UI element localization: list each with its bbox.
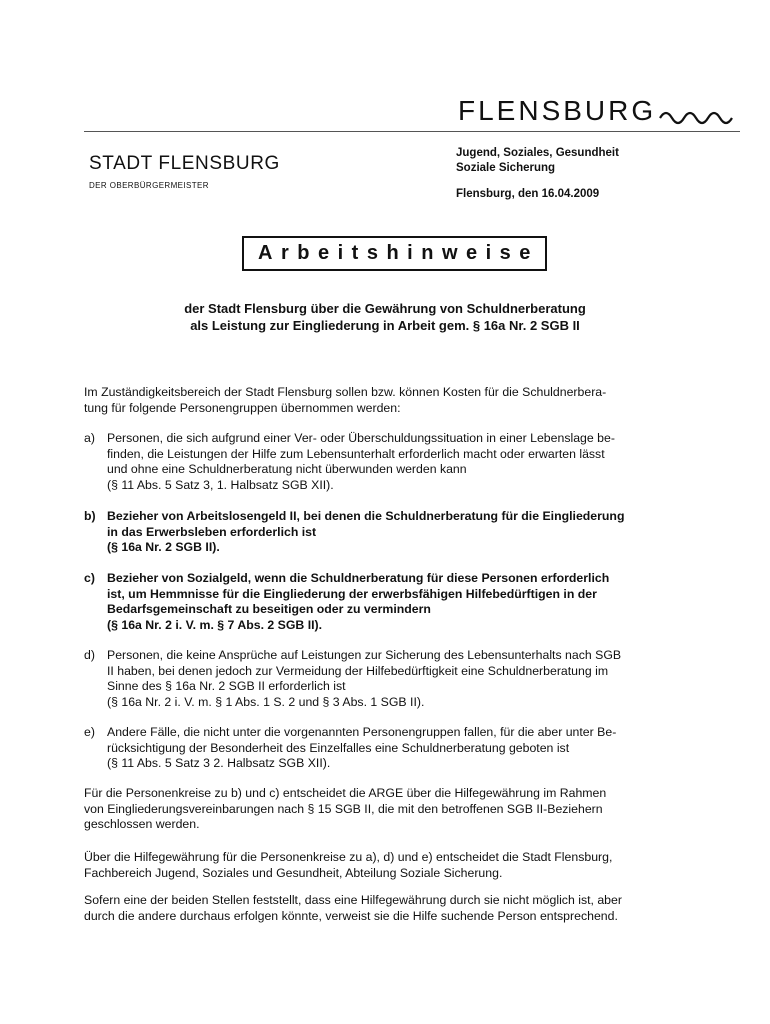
document-date: Flensburg, den 16.04.2009: [456, 188, 600, 200]
paragraph-line: Fachbereich Jugend, Soziales und Gesundheit, Abteilung Soziale Sicherung.: [84, 865, 503, 880]
list-item-line: finden, die Leistungen der Hilfe zum Lebensunterhalt erforderlich macht oder erwarten lässt: [107, 446, 605, 461]
subtitle-line-1: der Stadt Flensburg über die Gewährung von Schuldnerberatung: [184, 301, 586, 316]
list-item-line: Bezieher von Arbeitslosengeld II, bei denen die Schuldnerberatung für die Eingliederung: [107, 509, 625, 523]
list-item-e: [84, 725, 714, 772]
document-title: Arbeitshinweise: [258, 242, 539, 264]
list-item-line: (§ 11 Abs. 5 Satz 3 2. Halbsatz SGB XII).: [107, 756, 331, 770]
list-item-line: (§ 11 Abs. 5 Satz 3, 1. Halbsatz SGB XII).: [107, 477, 334, 492]
list-item-a: [84, 431, 714, 493]
list-item-line: in das Erwerbsleben erforderlich ist: [107, 524, 317, 539]
subtitle-line-2: als Leistung zur Eingliederung in Arbeit gem. § 16a Nr. 2 SGB II: [190, 318, 580, 333]
list-item-c: [84, 571, 714, 633]
list-item-line: (§ 16a Nr. 2 i. V. m. § 1 Abs. 1 S. 2 und § 3 Abs. 1 SGB II).: [107, 694, 425, 709]
list-item-label: e): [84, 725, 95, 739]
list-item-line: (§ 16a Nr. 2 i. V. m. § 7 Abs. 2 SGB II).: [107, 617, 323, 632]
list-item-line: Personen, die keine Ansprüche auf Leistungen zur Sicherung des Lebensunterhalts nach SGB: [107, 648, 622, 662]
list-item-label: b): [84, 509, 96, 523]
list-item-line: Personen, die sich aufgrund einer Ver- oder Überschuldungssituation in einer Lebenslage be-: [107, 431, 615, 445]
list-item-line: ist, um Hemmnisse für die Eingliederung der erwerbsfähigen Hilfebedürftigen in der: [107, 586, 597, 601]
list-item-line: (§ 16a Nr. 2 SGB II).: [107, 540, 220, 554]
list-item-label: c): [84, 571, 95, 585]
list-item-line: Bedarfsgemeinschaft zu beseitigen oder zu vermindern: [107, 602, 431, 616]
list-item-line: Bezieher von Sozialgeld, wenn die Schuldnerberatung für diese Personen erforderlich: [107, 571, 610, 585]
list-item-line: Andere Fälle, die nicht unter die vorgenannten Personengruppen fallen, für die aber unter Be-: [107, 725, 617, 739]
paragraph-city: [84, 850, 714, 881]
paragraph-line: Über die Hilfegewährung für die Personenkreise zu a), d) und e) entscheidet die Stadt Flensburg,: [84, 850, 613, 864]
paragraph-arge: [84, 786, 714, 833]
paragraph-line: von Eingliederungsvereinbarungen nach § 15 SGB II, die mit den betroffenen SGB II-Beziehern: [84, 801, 603, 816]
logo-wordmark: FLENSBURG: [458, 95, 657, 126]
intro-paragraph: [84, 385, 714, 416]
intro-line: tung für folgende Personengruppen übernommen werden:: [84, 400, 401, 415]
office-name: DER OBERBÜRGERMEISTER: [89, 181, 209, 190]
paragraph-line: Sofern eine der beiden Stellen feststellt, dass eine Hilfegewährung durch sie nicht möglich ist, aber: [84, 893, 622, 907]
city-name: STADT FLENSBURG: [89, 153, 280, 174]
list-item-d: [84, 648, 714, 710]
list-item-label: a): [84, 431, 95, 445]
list-item-line: II haben, bei denen jedoch zur Vermeidung der Hilfebedürftigkeit eine Schuldnerberatung im: [107, 663, 609, 678]
header-divider: [84, 131, 740, 132]
list-item-b: [84, 509, 714, 556]
list-item-label: d): [84, 648, 95, 662]
list-item-line: und ohne eine Schuldnerberatung nicht überwunden werden kann: [107, 462, 467, 476]
list-item-line: Sinne des § 16a Nr. 2 SGB II erforderlich ist: [107, 679, 346, 693]
list-item-line: rücksichtigung der Besonderheit des Einzelfalles eine Schuldnerberatung geboten ist: [107, 740, 570, 755]
department-line-1: Jugend, Soziales, Gesundheit: [456, 147, 619, 159]
paragraph-line: durch die andere durchaus erfolgen könnte, verweist sie die Hilfe suchende Person entsprechend.: [84, 908, 618, 923]
title-box: [242, 236, 547, 271]
paragraph-line: geschlossen werden.: [84, 817, 200, 831]
paragraph-referral: [84, 893, 714, 924]
paragraph-line: Für die Personenkreise zu b) und c) entscheidet die ARGE über die Hilfegewährung im Rahmen: [84, 786, 607, 800]
intro-line: Im Zuständigkeitsbereich der Stadt Flensburg sollen bzw. können Kosten für die Schuldnerbera-: [84, 385, 607, 399]
department-line-2: Soziale Sicherung: [456, 162, 556, 174]
